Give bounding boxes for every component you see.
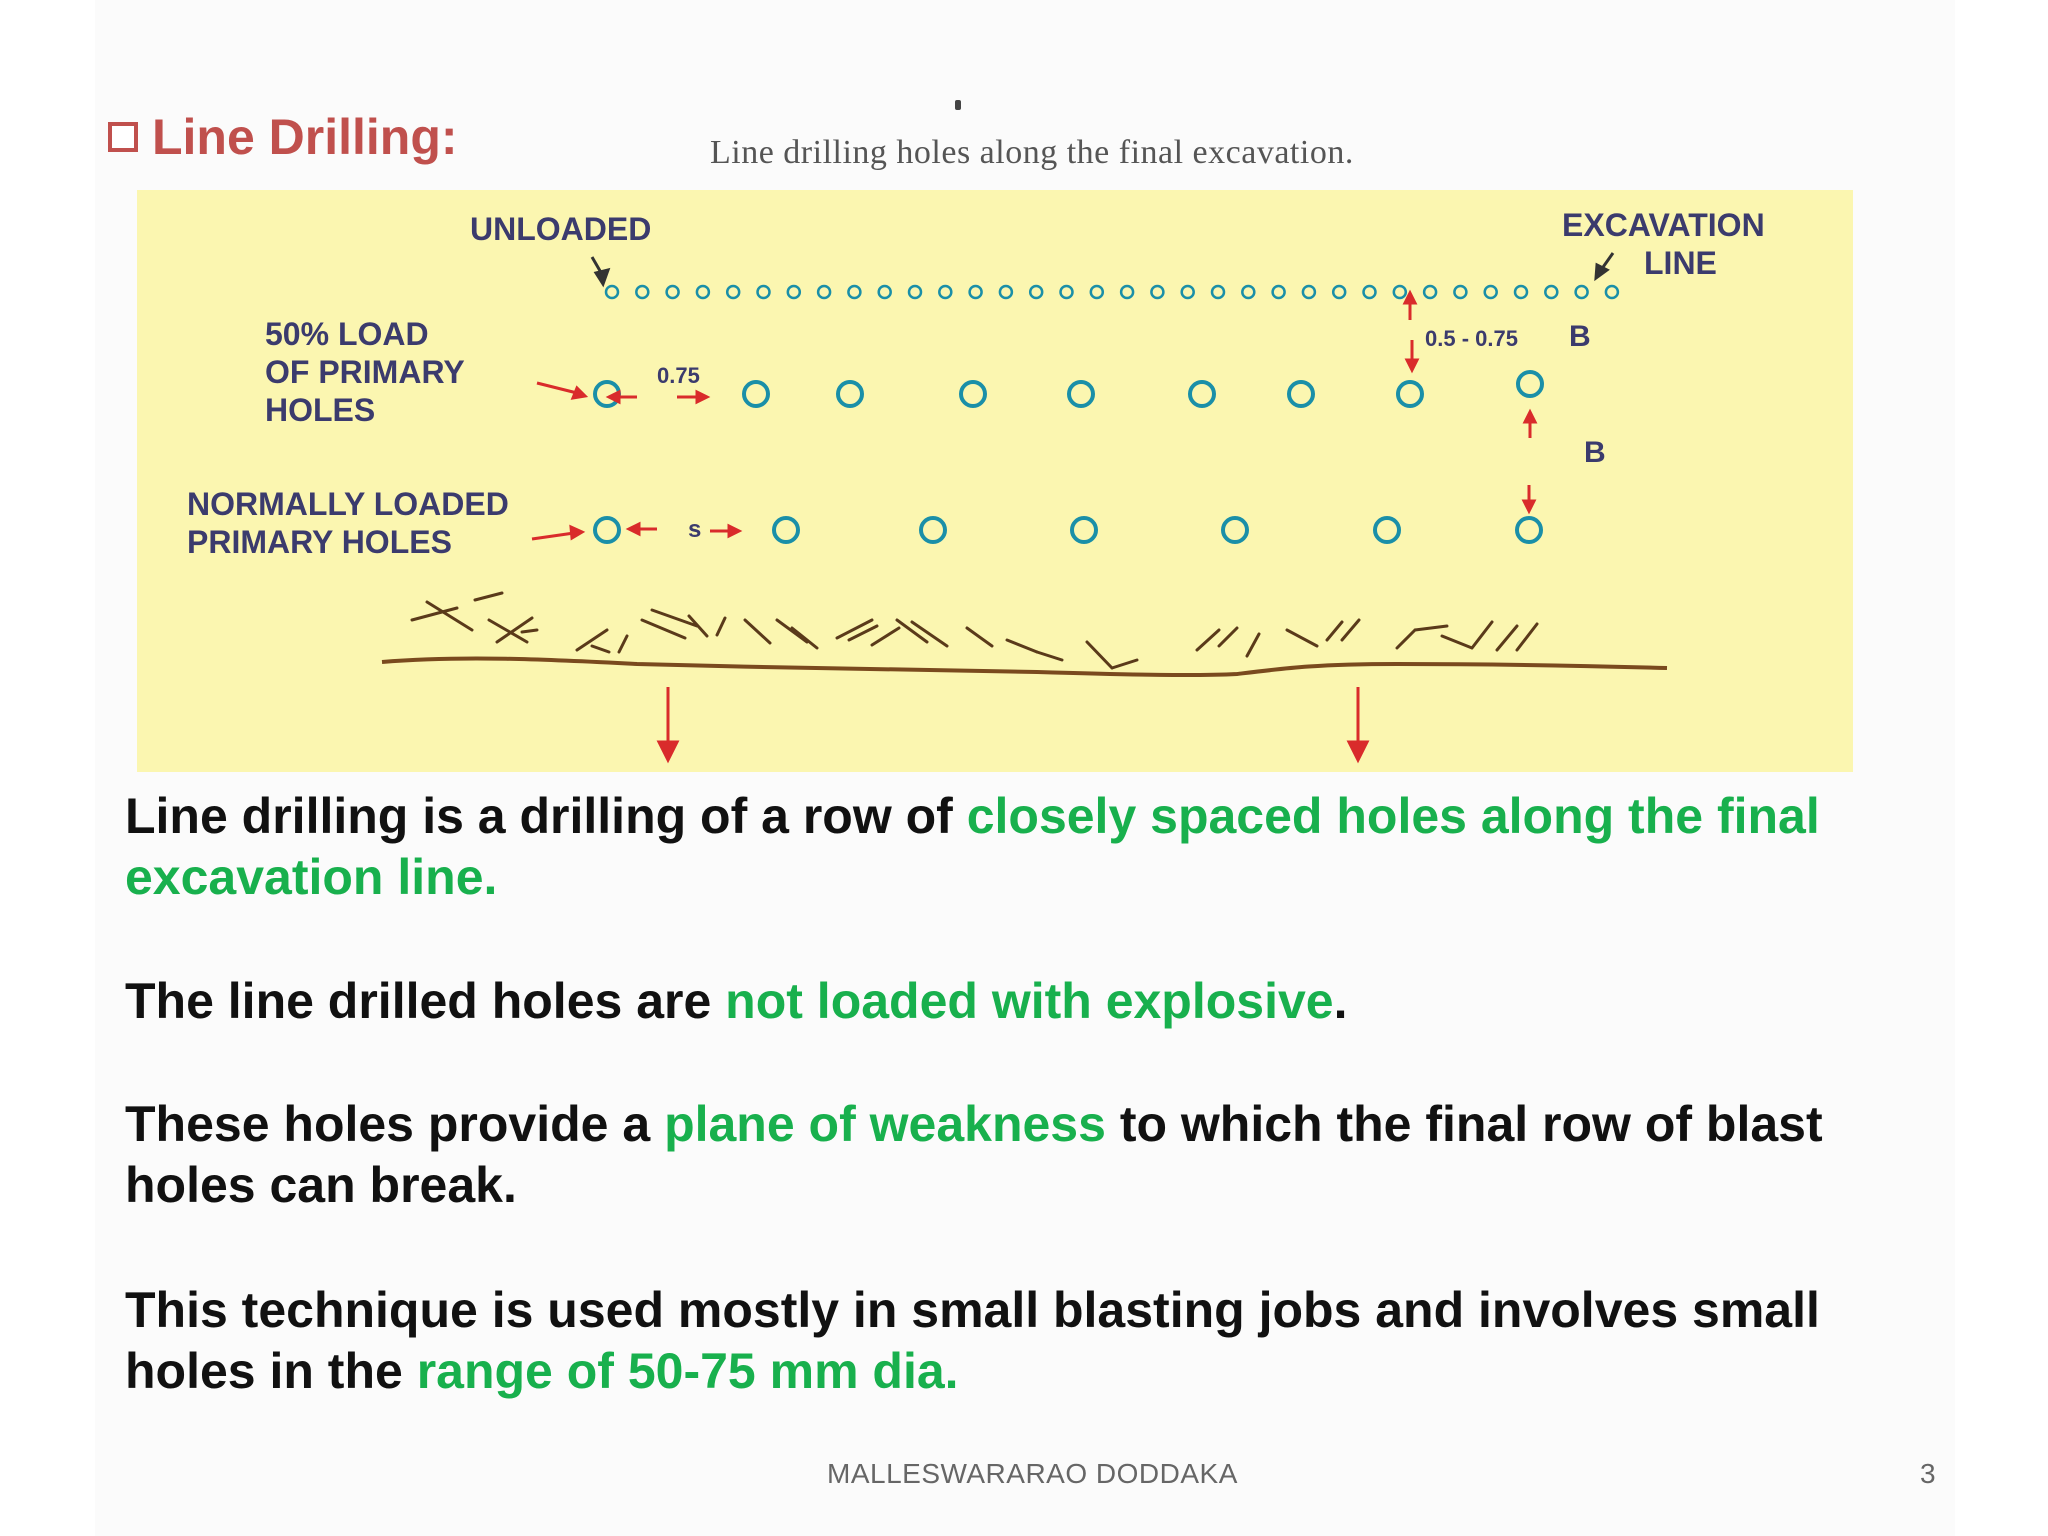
drill-hole — [1273, 286, 1285, 298]
label-burden-range: 0.5 - 0.75 — [1425, 326, 1518, 351]
rock-cracks — [412, 593, 1537, 668]
label-of-primary: OF PRIMARY — [265, 354, 465, 390]
paragraph-highlight: plane of weakness — [664, 1096, 1106, 1152]
drill-hole — [838, 382, 862, 406]
drill-hole — [818, 286, 830, 298]
half-load-holes-row — [595, 372, 1542, 406]
drill-hole — [970, 286, 982, 298]
drill-hole — [1069, 382, 1093, 406]
drill-hole — [1606, 286, 1618, 298]
stray-mark — [955, 100, 961, 110]
drill-hole — [697, 286, 709, 298]
drill-hole — [1515, 286, 1527, 298]
label-holes: HOLES — [265, 392, 376, 428]
label-50-load: 50% LOAD — [265, 316, 429, 352]
drill-hole — [1190, 382, 1214, 406]
drill-hole — [1454, 286, 1466, 298]
drill-hole — [1072, 518, 1096, 542]
bullet-box-icon — [108, 122, 138, 152]
drill-hole — [921, 518, 945, 542]
drill-hole — [1091, 286, 1103, 298]
drill-hole — [1517, 518, 1541, 542]
drill-hole — [1394, 286, 1406, 298]
paragraph-text: The line drilled holes are — [125, 973, 726, 1029]
paragraph-highlight: range of 50-75 mm dia. — [416, 1343, 959, 1399]
label-excavation: EXCAVATION — [1562, 207, 1765, 243]
drill-hole — [774, 518, 798, 542]
drill-hole — [744, 382, 768, 406]
drill-hole — [1242, 286, 1254, 298]
drill-hole — [1061, 286, 1073, 298]
drill-hole — [1485, 286, 1497, 298]
line-drilling-diagram — [137, 190, 1853, 772]
label-pointers — [592, 253, 1613, 284]
label-unloaded: UNLOADED — [470, 211, 652, 247]
drill-hole — [1030, 286, 1042, 298]
drill-hole — [1424, 286, 1436, 298]
label-line: LINE — [1644, 245, 1717, 281]
drill-hole — [1212, 286, 1224, 298]
slide-heading — [108, 109, 458, 165]
paragraph-text: This technique is used mostly in small blasting jobs and involves small holes in the — [125, 1282, 1820, 1399]
drill-hole — [1182, 286, 1194, 298]
footer-author: MALLESWARARAO DODDAKA — [827, 1458, 1238, 1489]
label-spacing-075: 0.75 — [657, 363, 700, 388]
drill-hole — [879, 286, 891, 298]
drill-hole — [1223, 518, 1247, 542]
paragraph-highlight: not loaded with explosive — [725, 973, 1334, 1029]
drill-hole — [636, 286, 648, 298]
paragraph-definition — [125, 786, 1905, 908]
paragraph-plane-of-weakness — [125, 1094, 1905, 1216]
drill-hole — [1375, 518, 1399, 542]
drill-hole — [595, 518, 619, 542]
drill-hole — [758, 286, 770, 298]
drill-hole — [1303, 286, 1315, 298]
drill-hole — [939, 286, 951, 298]
drill-hole — [606, 286, 618, 298]
drill-hole — [788, 286, 800, 298]
drill-hole — [961, 382, 985, 406]
drill-hole — [1000, 286, 1012, 298]
drill-hole — [1289, 382, 1313, 406]
drill-hole — [1364, 286, 1376, 298]
label-normally-loaded: NORMALLY LOADED — [187, 486, 509, 522]
paragraph-after: . — [1333, 973, 1348, 1029]
page-number: 3 — [1920, 1458, 1936, 1489]
paragraph-after: to which the final row of blast holes can break. — [125, 1096, 1823, 1213]
paragraph-text: Line drilling is a drilling of a row of — [125, 788, 967, 844]
paragraph-highlight: closely spaced holes along the final excavation line. — [125, 788, 1820, 905]
unloaded-holes-row — [606, 286, 1618, 298]
line-drilling-figure — [137, 190, 1853, 772]
drill-hole — [1398, 382, 1422, 406]
figure-caption: Line drilling holes along the final excavation. — [710, 134, 1354, 171]
label-b-lower: B — [1584, 436, 1606, 469]
drill-hole — [727, 286, 739, 298]
paragraph-technique — [125, 1280, 1905, 1402]
drill-hole — [909, 286, 921, 298]
drill-hole — [1151, 286, 1163, 298]
drill-hole — [1121, 286, 1133, 298]
drill-hole — [1576, 286, 1588, 298]
ground-line — [382, 658, 1667, 675]
drill-hole — [1333, 286, 1345, 298]
drill-hole — [667, 286, 679, 298]
paragraph-text: These holes provide a — [125, 1096, 665, 1152]
drill-hole — [1518, 372, 1542, 396]
label-primary-holes: PRIMARY HOLES — [187, 524, 452, 560]
drill-hole — [848, 286, 860, 298]
drill-hole — [1545, 286, 1557, 298]
label-b-upper: B — [1569, 320, 1591, 353]
heading-text: Line Drilling: — [152, 109, 458, 165]
paragraph-not-loaded — [125, 971, 1905, 1032]
label-s: s — [688, 516, 702, 543]
